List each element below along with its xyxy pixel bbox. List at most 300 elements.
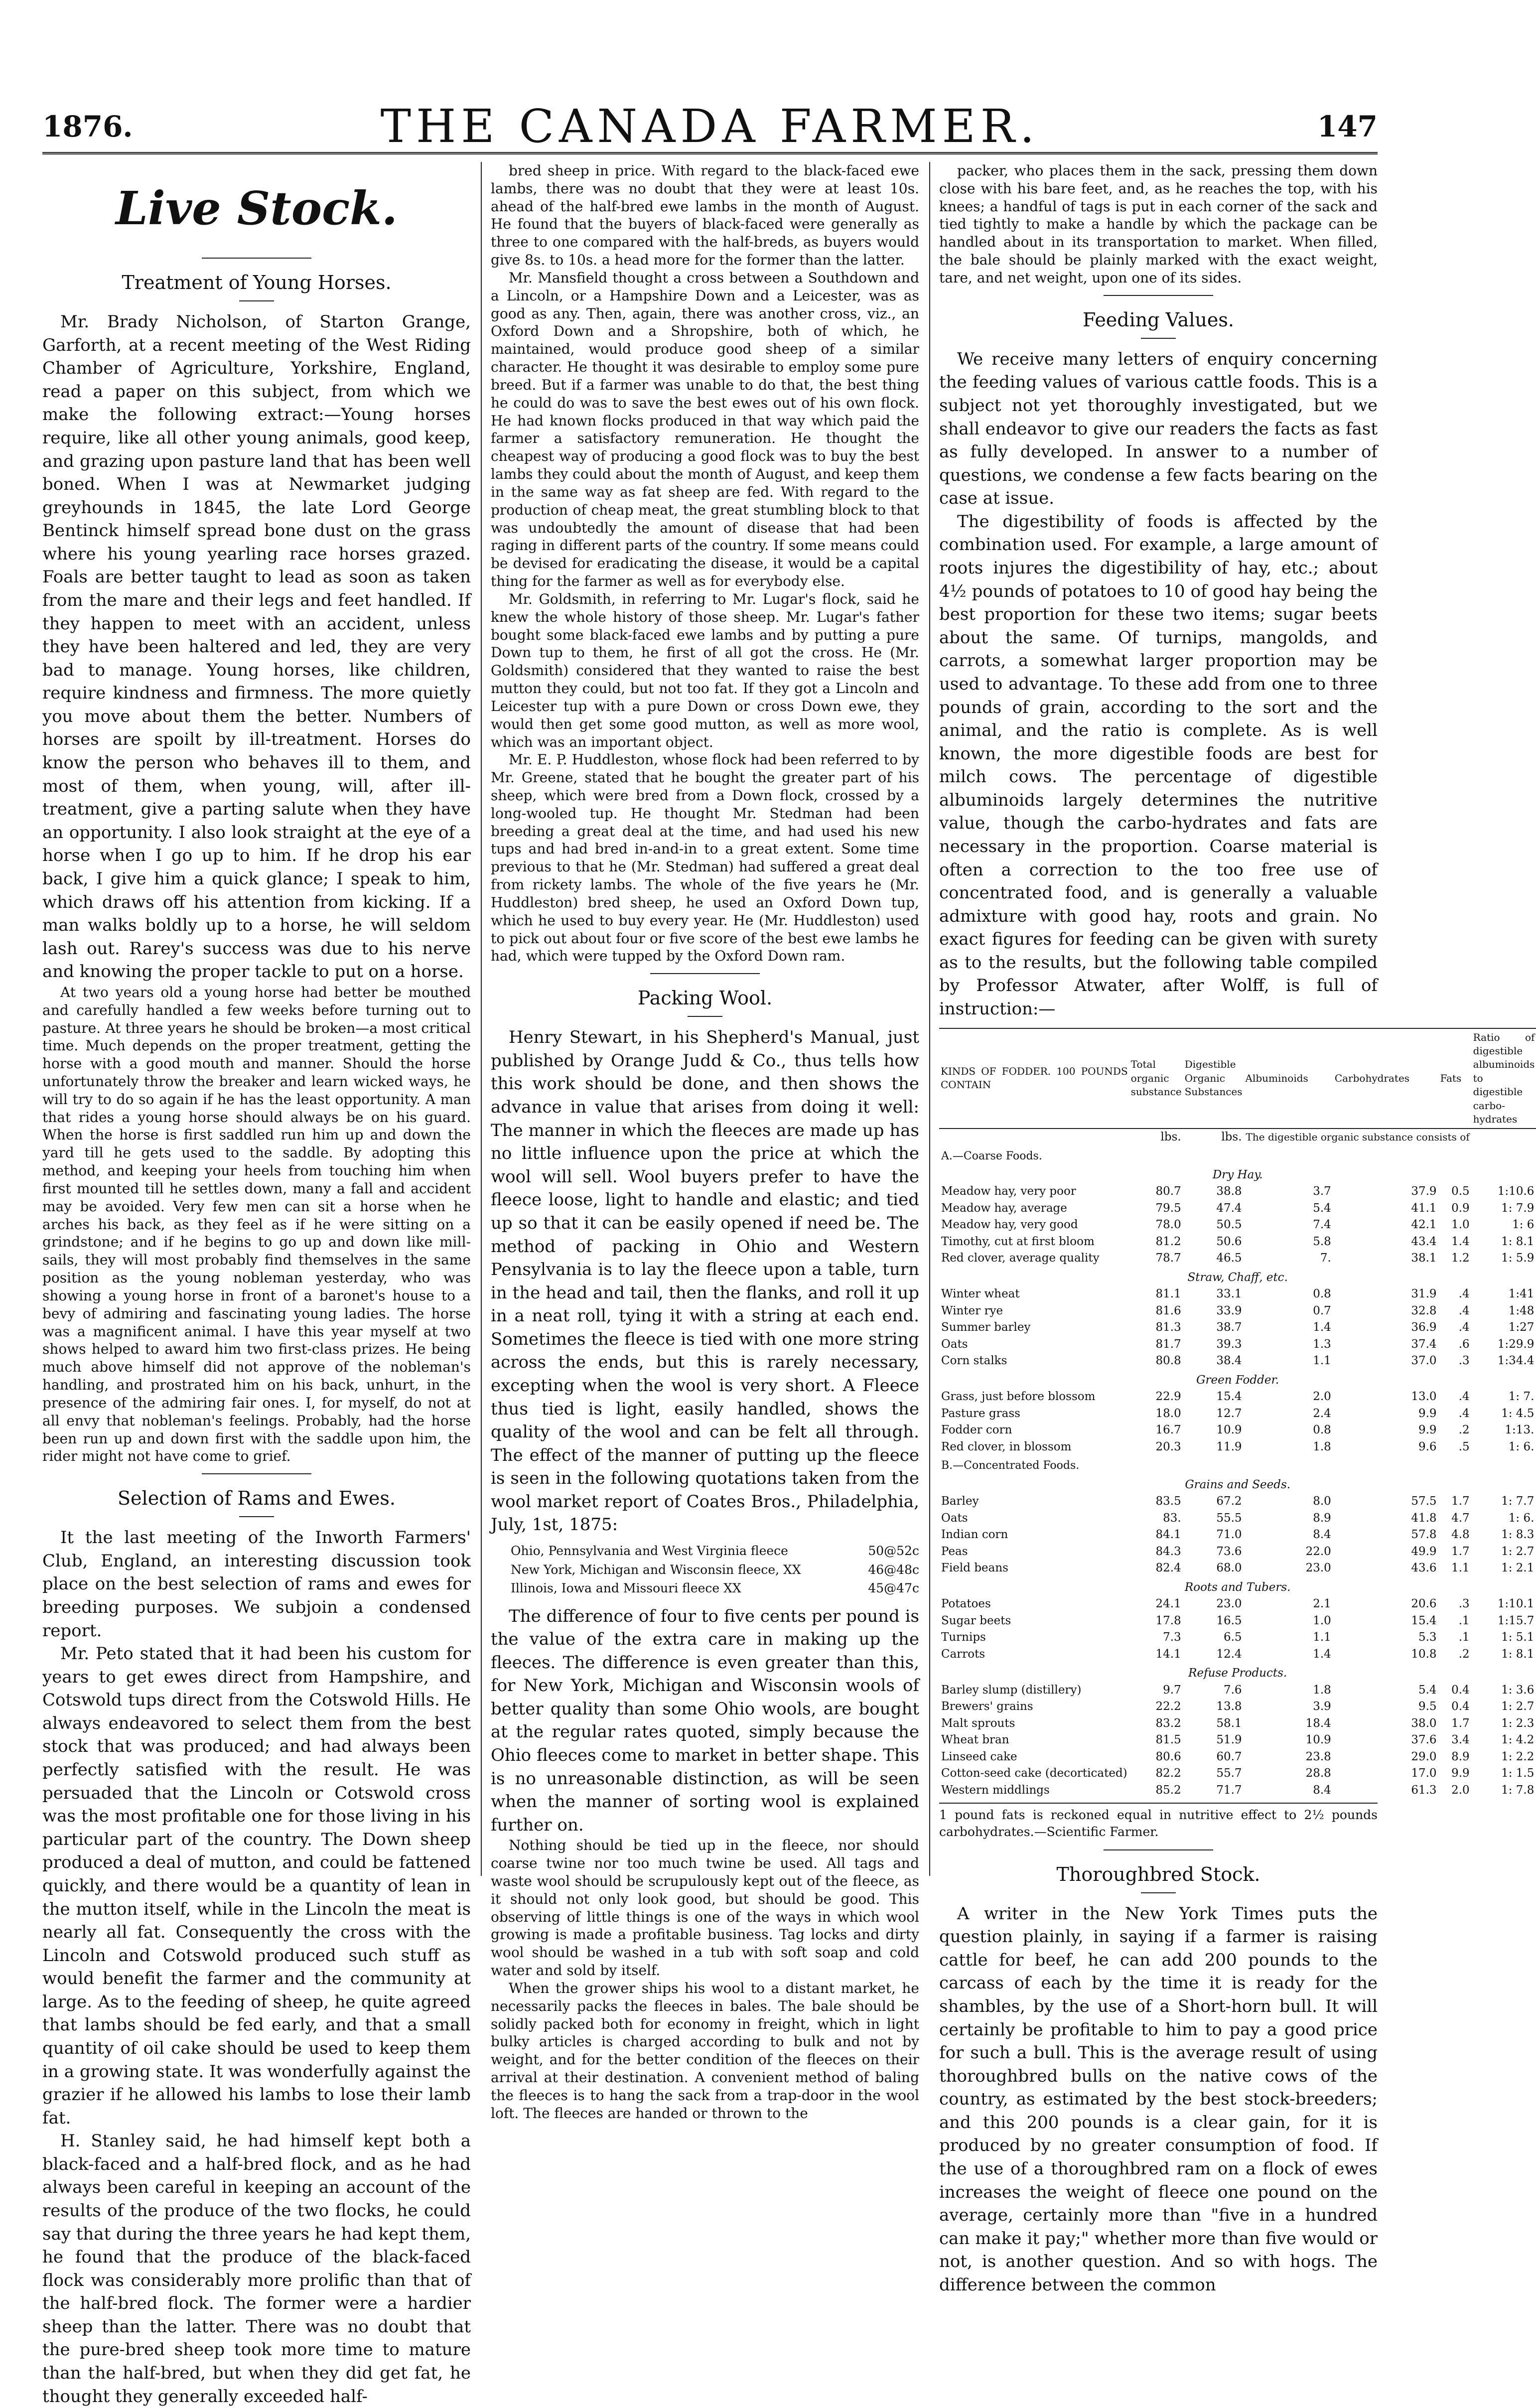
table-row <box>939 1353 1536 1370</box>
table-cell: 1.3 <box>1313 1337 1331 1351</box>
table-cell: 17.0 <box>1411 1767 1437 1780</box>
table-group-row <box>939 1663 1536 1682</box>
table-cell: 5.3 <box>1418 1631 1437 1644</box>
table-cell: 1: 1.5 <box>1501 1767 1535 1780</box>
table-row <box>939 1715 1536 1732</box>
table-cell: 84.3 <box>1155 1545 1181 1558</box>
table-group-row <box>939 1577 1536 1596</box>
table-cell: 81.1 <box>1155 1287 1181 1301</box>
table-cell: 1: 3.6 <box>1501 1683 1535 1697</box>
fodder-name-cell: Meadow hay, very good <box>941 1218 1078 1232</box>
table-header: Fats <box>1439 1028 1472 1129</box>
table-cell: 1.0 <box>1313 1614 1331 1627</box>
table-cell: 55.5 <box>1216 1511 1242 1525</box>
table-cell: 23.8 <box>1305 1750 1331 1763</box>
table-row <box>939 1613 1536 1630</box>
table-cell: 1:10.6 <box>1497 1185 1535 1198</box>
table-cell: 10.9 <box>1216 1423 1242 1437</box>
table-cell: 1: 7.7 <box>1501 1495 1535 1508</box>
fodder-name-cell: Barley <box>941 1495 979 1508</box>
table-cell: 43.6 <box>1411 1561 1437 1575</box>
table-cell: 38.4 <box>1216 1354 1242 1368</box>
table-cell: 80.7 <box>1155 1185 1181 1198</box>
article-paragraph: Mr. Mansfield thought a cross between a Southdown and a Lincoln, or a Hampshire Down and a Leicester, was as good as any. Then, again, there was another cross, viz., an Oxford Down and a Shropshire, both of which, he maintained, would produce good sheep of a similar character. He thought it was desirable to employ some pure breed. But if a farmer was unable to do that, the best thing he could do was to save the best ewes out of his own flock. He had known flocks produced in that way which paid the farmer a satisfactory remuneration. He thought the cheapest way of producing a good flock was to buy the best lambs they could about the month of August, and keep them in the same way as fat sheep are fed. With regard to the production of cheap meat, the great stumbling block to that was undoubtedly the amount of disease that had been raging in different parts of the country. If some means could be devised for eradicating the disease, it would be a capital thing for the farmer as well as for everybody else. <box>491 269 919 590</box>
article-paragraph: The difference of four to five cents per pound is the value of the extra care in making up the fleeces. The difference is even greater than this, for New York, Michigan and Wisconsin wools of better quality than some Ohio wools, are bought at the regular rates quoted, simply because the Ohio fleeces come to market in better shape. This is no unreasonable distinction, as will be seen when the manner of sorting wool is explained further on. <box>491 1606 919 1835</box>
fodder-name-cell: Wheat bran <box>941 1733 1009 1747</box>
quote-label: Illinois, Iowa and Missouri fleece XX <box>511 1581 741 1596</box>
table-cell: 7.4 <box>1313 1218 1331 1232</box>
table-cell: 38.8 <box>1216 1185 1242 1198</box>
table-row <box>939 1596 1536 1613</box>
table-group-label: Straw, Chaff, etc. <box>1187 1271 1288 1284</box>
table-cell: 7.6 <box>1223 1683 1242 1697</box>
table-cell: 78.7 <box>1155 1252 1181 1265</box>
table-row <box>939 1527 1536 1544</box>
table-cell: 1.1 <box>1313 1354 1331 1368</box>
table-cell: .1 <box>1458 1631 1470 1644</box>
table-cell: 79.5 <box>1155 1201 1181 1215</box>
table-cell: 1: 6 <box>1512 1218 1535 1232</box>
table-cell: .3 <box>1458 1597 1470 1611</box>
table-row <box>939 1560 1536 1577</box>
table-cell: 24.1 <box>1155 1597 1181 1611</box>
fodder-name-cell: Sugar beets <box>941 1614 1011 1627</box>
table-cell: 9.5 <box>1418 1700 1437 1713</box>
table-row <box>939 1493 1536 1510</box>
table-cell: 46.5 <box>1216 1252 1242 1265</box>
quote-row <box>511 1579 919 1598</box>
article-paragraph: At two years old a young horse had better be mouthed and carefully handled a few weeks before turning out to pasture. At three years he should be broken—a most critical time. Much depends on the proper treatment, getting the horse with a good mouth and manner. Should the horse unfortunately throw the breaker and learn wicked ways, he will try to do so again if he has the least opportunity. A man that rides a young horse should always be on his guard. When the horse is first saddled run him up and down the yard till he gets used to the saddle. By adopting this method, and keeping your heels from touching him when first mounted till he settles down, many a fall and accident may be avoided. Very few men can sit a horse when he arches his back, as they feel as if he were sitting on a grindstone; and if he begins to go up and down like mill-sails, they will most probably find themselves in the same position as the young nobleman yesterday, who was showing a young horse in front of a baronet's house to a bevy of admiring and fascinating young ladies. The horse was a magnificent animal. I have this year myself at two shows helped to award him two first-class prizes. He being much above himself did not approve of the nobleman's handling, and prostrated him on his back, unhurt, in the presence of the admiring fair ones. I, for myself, do not at all envy that nobleman's feelings. Probably, had the horse been run up and down first with the saddle upon him, the rider might not have come to grief. <box>42 984 471 1465</box>
table-cell: 1.7 <box>1451 1716 1470 1730</box>
table-cell: 1: 5.1 <box>1501 1631 1535 1644</box>
table-cell: 8.4 <box>1313 1783 1331 1797</box>
table-cell: 1:34.4 <box>1497 1354 1535 1368</box>
table-cell: 1: 6. <box>1508 1511 1535 1525</box>
masthead-rule <box>42 152 1378 154</box>
table-cell: 1.1 <box>1313 1631 1331 1644</box>
table-cell: 8.0 <box>1313 1495 1331 1508</box>
table-cell: 58.1 <box>1216 1716 1242 1730</box>
table-cell: 22.2 <box>1155 1700 1181 1713</box>
table-cell: 7.3 <box>1163 1631 1181 1644</box>
table-row <box>939 1286 1536 1303</box>
column-3 <box>939 162 1535 2295</box>
quote-row <box>511 1560 919 1579</box>
fodder-name-cell: Summer barley <box>941 1321 1031 1334</box>
table-cell: 1: 2.2 <box>1501 1750 1535 1763</box>
table-cell: 41.1 <box>1411 1201 1437 1215</box>
table-cell: 37.9 <box>1411 1185 1437 1198</box>
table-cell: 1: 2.1 <box>1501 1561 1535 1575</box>
table-cell: 1.7 <box>1451 1495 1470 1508</box>
masthead-year: 1876. <box>42 110 133 143</box>
table-row <box>939 1510 1536 1527</box>
table-cell: 43.4 <box>1411 1235 1437 1248</box>
table-cell: 14.1 <box>1155 1647 1181 1661</box>
table-cell: 73.6 <box>1216 1545 1242 1558</box>
table-cell: 41.8 <box>1411 1511 1437 1525</box>
table-cell: 71.7 <box>1216 1783 1242 1797</box>
table-cell: 12.7 <box>1216 1407 1242 1420</box>
table-cell: 49.9 <box>1411 1545 1437 1558</box>
table-cell: 84.1 <box>1155 1528 1181 1542</box>
table-row <box>939 1250 1536 1267</box>
article-title-feeding-values: Feeding Values. <box>939 295 1378 339</box>
masthead <box>42 95 1378 153</box>
table-cell: 83.5 <box>1155 1495 1181 1508</box>
table-row <box>939 1183 1536 1200</box>
table-cell: 37.4 <box>1411 1337 1437 1351</box>
table-cell: 3.9 <box>1313 1700 1331 1713</box>
table-cell: .1 <box>1458 1614 1470 1627</box>
table-cell: 0.7 <box>1313 1304 1331 1317</box>
table-row <box>939 1422 1536 1439</box>
fodder-name-cell: Cotton-seed cake (decorticated) <box>941 1767 1127 1780</box>
article-paragraph: bred sheep in price. With regard to the black-faced ewe lambs, there was no doubt that they were at least 10s. ahead of the half-bred ewe lambs in the month of August. He found that the buyers of black-faced were generally as three to one compared with the half-breds, as buyers would give 8s. to 10s. a head more for the former than the latter. <box>491 162 919 269</box>
table-cell: 36.9 <box>1411 1321 1437 1334</box>
table-cell: 11.9 <box>1216 1440 1242 1453</box>
table-cell: 1: 7.9 <box>1501 1201 1535 1215</box>
table-cell: 81.6 <box>1155 1304 1181 1317</box>
table-cell: 80.8 <box>1155 1354 1181 1368</box>
column-divider <box>929 162 930 1876</box>
table-section-row <box>939 1455 1536 1474</box>
fodder-name-cell: Pasture grass <box>941 1407 1020 1420</box>
fodder-name-cell: Fodder corn <box>941 1423 1012 1437</box>
table-cell: 4.7 <box>1451 1511 1470 1525</box>
table-cell: .4 <box>1458 1321 1470 1334</box>
page-number: 147 <box>1317 110 1378 143</box>
fodder-name-cell: Indian corn <box>941 1528 1008 1542</box>
fodder-name-cell: Barley slump (distillery) <box>941 1683 1082 1697</box>
quote-value: 45@47c <box>868 1581 919 1596</box>
table-section-row <box>939 1146 1536 1164</box>
fodder-name-cell: Malt sprouts <box>941 1716 1015 1730</box>
table-cell: 1: 4.2 <box>1501 1733 1535 1747</box>
table-cell: .6 <box>1458 1337 1470 1351</box>
table-cell: 82.2 <box>1155 1767 1181 1780</box>
table-header: Albuminoids <box>1244 1028 1333 1129</box>
table-cell: 9.9 <box>1418 1407 1437 1420</box>
table-cell: 1.8 <box>1313 1440 1331 1453</box>
table-cell: 61.3 <box>1411 1783 1437 1797</box>
fodder-name-cell: Meadow hay, average <box>941 1201 1067 1215</box>
table-header: Ratio of digestible albuminoids to digestible carbo-hydrates <box>1472 1028 1536 1129</box>
table-cell: 81.3 <box>1155 1321 1181 1334</box>
table-cell: 50.6 <box>1216 1235 1242 1248</box>
table-cell: 5.8 <box>1313 1235 1331 1248</box>
table-row <box>939 1765 1536 1782</box>
quote-label: Ohio, Pennsylvania and West Virginia fleece <box>511 1544 788 1558</box>
article-paragraph: Mr. Peto stated that it had been his custom for years to get ewes direct from Hampshire, and Cotswold tups direct from the Cotswold Hills. He always endeavored to select them from the best stock that was produced; and had always been perfectly satisfied with the result. He was persuaded that the Lincoln or Cotswold cross was the most profitable one for those living in his particular part of the country. The Down sheep produced a deal of mutton, and could be fattened quickly, and there would be a quantity of lean in the mutton itself, while in the Lincoln the meat is nearly all fat. Consequently the cross with the Lincoln and Cotswold produced such stuff as would benefit the farmer and the community at large. As to the feeding of sheep, he quite agreed that lambs should be fed early, and that a small quantity of oil cake should be used to keep them in a growing state. It was wonderfully against the grazier if he allowed his lambs to lose their lamb fat. <box>42 1644 471 2128</box>
table-cell: 78.0 <box>1155 1218 1181 1232</box>
fodder-name-cell: Timothy, cut at first bloom <box>941 1235 1095 1248</box>
table-cell: 1:13. <box>1505 1423 1535 1437</box>
fodder-name-cell: Red clover, average quality <box>941 1252 1100 1265</box>
article-paragraph: When the grower ships his wool to a distant market, he necessarily packs the fleeces in bales. The bale should be solidly packed both for economy in freight, which in light bulky articles is charged according to bulk and not by weight, and for the better condition of the fleeces on their arrival at their destination. A convenient method of baling the fleeces is to hang the sack from a trap-door in the wool loft. The fleeces are handed or thrown to the <box>491 1980 919 2122</box>
table-cell: 1: 6. <box>1508 1440 1535 1453</box>
fodder-name-cell: Western middlings <box>941 1783 1050 1797</box>
table-row <box>939 1303 1536 1320</box>
unit-label: lbs. <box>1160 1131 1181 1144</box>
table-cell: 50.5 <box>1216 1218 1242 1232</box>
table-cell: .4 <box>1458 1304 1470 1317</box>
table-cell: 38.1 <box>1411 1252 1437 1265</box>
table-group-row <box>939 1267 1536 1286</box>
fodder-name-cell: Red clover, in blossom <box>941 1440 1072 1453</box>
table-cell: 12.4 <box>1216 1647 1242 1661</box>
fodder-name-cell: Corn stalks <box>941 1354 1007 1368</box>
table-cell: .3 <box>1458 1354 1470 1368</box>
table-cell: 81.2 <box>1155 1235 1181 1248</box>
table-cell: 16.5 <box>1216 1614 1242 1627</box>
table-cell: 81.5 <box>1155 1733 1181 1747</box>
article-title-young-horses: Treatment of Young Horses. <box>42 258 471 301</box>
table-cell: 10.9 <box>1305 1733 1331 1747</box>
table-cell: 15.4 <box>1411 1614 1437 1627</box>
table-row <box>939 1782 1536 1799</box>
article-paragraph: Henry Stewart, in his Shepherd's Manual, just published by Orange Judd & Co., thus tells how this work should be done, and then shows the advance in value that arises from doing it well: The manner in which the fleeces are made up has no little influence upon the price at which the wool will sell. Wool buyers prefer to have the fleece loose, light to handle and elastic; and tied up so that it can be easily opened if need be. The method of packing in Ohio and Western Pensylvania is to lay the fleece upon a table, turn in the head and tail, then the flanks, and roll it up in a neat roll, tying it with a string at each end. Sometimes the fleece is tied with one more string across the ends, but this is rarely necessary, excepting when the wool is very short. A Fleece thus tied is light, easily handled, shows the quality of the wool and can be felt all through. The effect of the manner of putting up the fleece is seen in the following quotations taken from the wool market report of Coates Bros., Philadelphia, July, 1st, 1875: <box>491 1027 919 1535</box>
table-row <box>939 1682 1536 1699</box>
table-cell: 1: 7.8 <box>1501 1783 1535 1797</box>
table-cell: 42.1 <box>1411 1218 1437 1232</box>
table-cell: .4 <box>1458 1287 1470 1301</box>
table-cell: 0.4 <box>1451 1700 1470 1713</box>
table-cell: 7. <box>1320 1252 1331 1265</box>
table-cell: 13.8 <box>1216 1700 1242 1713</box>
article-paragraph: Mr. E. P. Huddleston, whose flock had been referred to by Mr. Greene, stated that he bought the greater part of his sheep, which were bred from a Down flock, crossed by a long-wooled tup. He thought Mr. Stedman had been breeding a great deal at the time, and had used his new tups and had bred in-and-in to a great extent. Some time previous to that he (Mr. Stedman) had suffered a great deal from rickety lambs. The whole of the five years he (Mr. Huddleston) bred sheep, he used an Oxford Down tup, which he used to buy every year. He (Mr. Huddleston) used to pick out about four or five score of the best ewe lambs he had, which were tupped by the Oxford Down ram. <box>491 751 919 965</box>
table-section-label: B.—Concentrated Foods. <box>941 1459 1080 1472</box>
table-cell: 9.9 <box>1451 1767 1470 1780</box>
column-1 <box>42 162 471 2407</box>
masthead-title: THE CANADA FARMER. <box>380 100 1040 153</box>
table-cell: 32.8 <box>1411 1304 1437 1317</box>
table-cell: 2.0 <box>1451 1783 1470 1797</box>
table-cell: 1.4 <box>1451 1235 1470 1248</box>
article-paragraph: Mr. Goldsmith, in referring to Mr. Lugar's flock, said he knew the whole history of those sheep. Mr. Lugar's father bought some black-faced ewe lambs and by putting a pure Down tup to them, he first of all got the cross. He (Mr. Goldsmith) considered that they wanted to raise the best mutton they could, but not too fat. If they got a Lincoln and Leicester tup with a pure Down or cross Down ewe, they would then get some good mutton, as well as more wool, which was an important object. <box>491 590 919 750</box>
table-cell: 83.2 <box>1155 1716 1181 1730</box>
article-paragraph: H. Stanley said, he had himself kept both a black-faced and a half-bred flock, and as he had always been careful in keeping an account of the results of the produce of the two flocks, he could say that during the three years he had kept them, he found that the produce of the black-faced flock was considerably more prolific than that of the half-bred flock. The former were a hardier sheep than the latter. There was no doubt that the pure-bred sheep took more time to mature than the half-bred, but when they did get fat, he thought they generally exceeded half- <box>42 2131 471 2407</box>
table-cell: 22.0 <box>1305 1545 1331 1558</box>
fodder-name-cell: Brewers' grains <box>941 1700 1033 1713</box>
table-cell: .2 <box>1458 1647 1470 1661</box>
table-cell: 18.0 <box>1155 1407 1181 1420</box>
table-cell: 83. <box>1163 1511 1181 1525</box>
table-header-row <box>939 1028 1536 1129</box>
fodder-name-cell: Turnips <box>941 1631 986 1644</box>
table-cell: 55.7 <box>1216 1767 1242 1780</box>
wool-quotations <box>511 1542 919 1598</box>
table-group-label: Roots and Tubers. <box>1184 1580 1291 1594</box>
table-cell: 1: 2.3 <box>1501 1716 1535 1730</box>
fodder-name-cell: Meadow hay, very poor <box>941 1185 1076 1198</box>
table-cell: 47.4 <box>1216 1201 1242 1215</box>
table-cell: 1:29.9 <box>1497 1337 1535 1351</box>
table-cell: 5.4 <box>1313 1201 1331 1215</box>
table-cell: 1.2 <box>1451 1252 1470 1265</box>
table-cell: 51.9 <box>1216 1733 1242 1747</box>
table-cell: 1:27 <box>1508 1321 1535 1334</box>
fodder-name-cell: Oats <box>941 1337 968 1351</box>
table-cell: 0.5 <box>1451 1185 1470 1198</box>
table-cell: 9.7 <box>1163 1683 1181 1697</box>
fodder-name-cell: Peas <box>941 1545 968 1558</box>
table-row <box>939 1406 1536 1422</box>
table-group-label: Refuse Products. <box>1188 1667 1287 1680</box>
table-header: Carbohydrates <box>1333 1028 1439 1129</box>
quote-label: New York, Michigan and Wisconsin fleece, XX <box>511 1562 801 1577</box>
table-group-row <box>939 1164 1536 1184</box>
table-cell: 16.7 <box>1155 1423 1181 1437</box>
table-row <box>939 1646 1536 1663</box>
table-cell: 0.9 <box>1451 1201 1470 1215</box>
fodder-name-cell: Carrots <box>941 1647 985 1661</box>
article-title-rams-ewes: Selection of Rams and Ewes. <box>42 1473 471 1517</box>
table-cell: 6.5 <box>1223 1631 1242 1644</box>
table-row <box>939 1439 1536 1456</box>
table-cell: 81.7 <box>1155 1337 1181 1351</box>
table-cell: 85.2 <box>1155 1783 1181 1797</box>
table-cell: 1.1 <box>1451 1561 1470 1575</box>
fodder-table <box>939 1028 1536 1799</box>
table-cell: .5 <box>1458 1440 1470 1453</box>
table-cell: 10.8 <box>1411 1647 1437 1661</box>
table-row <box>939 1699 1536 1715</box>
article-paragraph: Mr. Brady Nicholson, of Starton Grange, Garforth, at a recent meeting of the West Riding Chamber of Agriculture, Yorkshire, England, read a paper on this subject, from which we make the following extract:—Young horses require, like all other young animals, good keep, and grazing upon pasture land that has been well boned. When I was at Newmarket judging greyhounds in 1845, the late Lord George Bentinck himself spread bone dust on the grass where his young yearling race horses grazed. Foals are better taught to lead as soon as taken from the mare and their legs and feet handled. If they happen to meet with an accident, unless they have been haltered and led, they are very bad to manage. Young horses, like children, require kindness and firmness. The more quietly you move about them the better. Numbers of horses are spoilt by ill-treatment. Horses do know the person who behaves ill to them, and most of them, when young, will, after ill-treatment, give a parting salute when they have an opportunity. I also look straight at the eye of a horse when I go up to him. If he drop his ear back, I give him a quick glance; I speak to him, which draws off his attention from kicking. If a man walks boldly up to a horse, he will seldom lash out. Rarey's success was due to his nerve and knowing the proper tackle to put on a horse. <box>42 312 471 982</box>
table-cell: 3.4 <box>1451 1733 1470 1747</box>
table-cell: 1.4 <box>1313 1647 1331 1661</box>
table-cell: 0.4 <box>1451 1683 1470 1697</box>
fodder-name-cell: Winter rye <box>941 1304 1003 1317</box>
table-cell: 0.8 <box>1313 1287 1331 1301</box>
table-cell: 37.6 <box>1411 1733 1437 1747</box>
table-cell: 0.8 <box>1313 1423 1331 1437</box>
table-cell: 20.3 <box>1155 1440 1181 1453</box>
fodder-name-cell: Oats <box>941 1511 968 1525</box>
table-cell: 1: 8.1 <box>1501 1647 1535 1661</box>
table-cell: 23.0 <box>1305 1561 1331 1575</box>
table-cell: 33.1 <box>1216 1287 1242 1301</box>
table-row <box>939 1200 1536 1217</box>
table-cell: 1: 2.7 <box>1501 1545 1535 1558</box>
fodder-name-cell: Field beans <box>941 1561 1008 1575</box>
table-cell: 2.4 <box>1313 1407 1331 1420</box>
table-cell: 57.8 <box>1411 1528 1437 1542</box>
table-row <box>939 1389 1536 1406</box>
table-cell: 39.3 <box>1216 1337 1242 1351</box>
table-cell: 38.0 <box>1411 1716 1437 1730</box>
table-cell: 18.4 <box>1305 1716 1331 1730</box>
table-cell: 4.8 <box>1451 1528 1470 1542</box>
table-cell: 38.7 <box>1216 1321 1242 1334</box>
table-cell: 23.0 <box>1216 1597 1242 1611</box>
digestible-group-label: The digestible organic substance consists of <box>1246 1131 1470 1143</box>
unit-label: lbs. <box>1221 1131 1242 1144</box>
table-group-label: Dry Hay. <box>1212 1168 1263 1181</box>
quote-row <box>511 1542 919 1560</box>
section-title: Live Stock. <box>116 181 398 235</box>
table-group-row <box>939 1370 1536 1389</box>
table-cell: 1.8 <box>1313 1683 1331 1697</box>
table-cell: 20.6 <box>1411 1597 1437 1611</box>
table-cell: 67.2 <box>1216 1495 1242 1508</box>
table-cell: 17.8 <box>1155 1614 1181 1627</box>
table-row <box>939 1319 1536 1336</box>
table-cell: 1:48 <box>1508 1304 1535 1317</box>
table-cell: .4 <box>1458 1407 1470 1420</box>
table-cell: 68.0 <box>1216 1561 1242 1575</box>
table-cell: 13.0 <box>1411 1390 1437 1404</box>
table-header: Digestible Organic Substances <box>1183 1028 1244 1129</box>
table-cell: 1.0 <box>1451 1218 1470 1232</box>
article-paragraph: A writer in the New York Times puts the question plainly, in saying if a farmer is raising cattle for beef, he can add 200 pounds to the carcass of each by the time it is ready for the shambles, by the use of a Short-horn bull. It will certainly be profitable to him to pay a good price for such a bull. This is the average result of using thoroughbred bulls on the native cows of the country, as estimated by the best stock-breeders; and this 200 pounds is a clear gain, for it is produced by no greater consumption of food. If the use of a thoroughbred ram on a flock of ewes increases the weight of fleece one pound on the average, certainly more than "five in a hundred can make it pay;" whether more than five would or not, is another question. And so with hogs. The difference between the common <box>939 1903 1378 2295</box>
table-cell: 31.9 <box>1411 1287 1437 1301</box>
table-header: Total organic substance <box>1129 1028 1183 1129</box>
table-cell: 5.4 <box>1418 1683 1437 1697</box>
fodder-name-cell: Potatoes <box>941 1597 991 1611</box>
table-cell: 9.6 <box>1418 1440 1437 1453</box>
table-cell: .4 <box>1458 1390 1470 1404</box>
table-group-row <box>939 1474 1536 1494</box>
article-paragraph: It the last meeting of the Inworth Farmers' Club, England, an interesting discussion took place on the best selection of rams and ewes for breeding purposes. We subjoin a condensed report. <box>42 1528 471 1641</box>
table-cell: 2.1 <box>1313 1597 1331 1611</box>
table-cell: .2 <box>1458 1423 1470 1437</box>
quote-value: 50@52c <box>868 1544 919 1558</box>
table-cell: 1:41 <box>1508 1287 1535 1301</box>
article-paragraph: Nothing should be tied up in the fleece, nor should coarse twine nor too much twine be used. All tags and waste wool should be scrupulously kept out of the fleece, as it should not only look good, but should be good. This observing of little things is one of the ways in which wool growing is made a profitable business. Tag locks and dirty wool should be washed in a tub with soft soap and cold water and sold by itself. <box>491 1837 919 1979</box>
table-row <box>939 1217 1536 1234</box>
table-cell: 8.4 <box>1313 1528 1331 1542</box>
table-cell: 1: 4.5 <box>1501 1407 1535 1420</box>
fodder-name-cell: Winter wheat <box>941 1287 1020 1301</box>
table-row <box>939 1629 1536 1646</box>
table-row <box>939 1732 1536 1749</box>
table-cell: 29.0 <box>1411 1750 1437 1763</box>
table-cell: 71.0 <box>1216 1528 1242 1542</box>
table-footnote: 1 pound fats is reckoned equal in nutritive effect to 2½ pounds carbohydrates.—Scientific Farmer. <box>939 1803 1378 1841</box>
table-cell: 57.5 <box>1411 1495 1437 1508</box>
column-divider <box>481 162 482 1876</box>
article-paragraph: packer, who places them in the sack, pressing them down close with his bare feet, and, as he reaches the top, with his knees; a handful of tags is put in each corner of the sack and tied tightly to make a handle by which the package can be handled about in its transportation to market. When filled, the bale should be plainly marked with the exact weight, tare, and net weight, upon one of its sides. <box>939 162 1378 286</box>
table-cell: 8.9 <box>1313 1511 1331 1525</box>
column-2 <box>491 162 919 2122</box>
fodder-table-body <box>939 1146 1536 1799</box>
table-header: KINDS OF FODDER. 100 POUNDS CONTAIN <box>939 1028 1129 1129</box>
table-cell: 1: 8.1 <box>1501 1235 1535 1248</box>
table-cell: 37.0 <box>1411 1354 1437 1368</box>
table-cell: 1.4 <box>1313 1321 1331 1334</box>
table-row <box>939 1749 1536 1766</box>
fodder-name-cell: Grass, just before blossom <box>941 1390 1096 1404</box>
table-cell: 1: 8.3 <box>1501 1528 1535 1542</box>
table-cell: 1.7 <box>1451 1545 1470 1558</box>
table-cell: 28.8 <box>1305 1767 1331 1780</box>
fodder-name-cell: Linseed cake <box>941 1750 1017 1763</box>
table-section-label: A.—Coarse Foods. <box>941 1149 1042 1162</box>
table-cell: 3.7 <box>1313 1185 1331 1198</box>
table-cell: 15.4 <box>1216 1390 1242 1404</box>
table-cell: 1: 7. <box>1508 1390 1535 1404</box>
table-cell: 60.7 <box>1216 1750 1242 1763</box>
quote-value: 46@48c <box>868 1562 919 1577</box>
table-cell: 82.4 <box>1155 1561 1181 1575</box>
table-cell: 1:15.7 <box>1497 1614 1535 1627</box>
article-title-thoroughbred: Thoroughbred Stock. <box>939 1849 1378 1893</box>
table-group-label: Grains and Seeds. <box>1185 1478 1291 1491</box>
table-row <box>939 1544 1536 1560</box>
table-cell: 1:10.1 <box>1497 1597 1535 1611</box>
table-row <box>939 1336 1536 1353</box>
